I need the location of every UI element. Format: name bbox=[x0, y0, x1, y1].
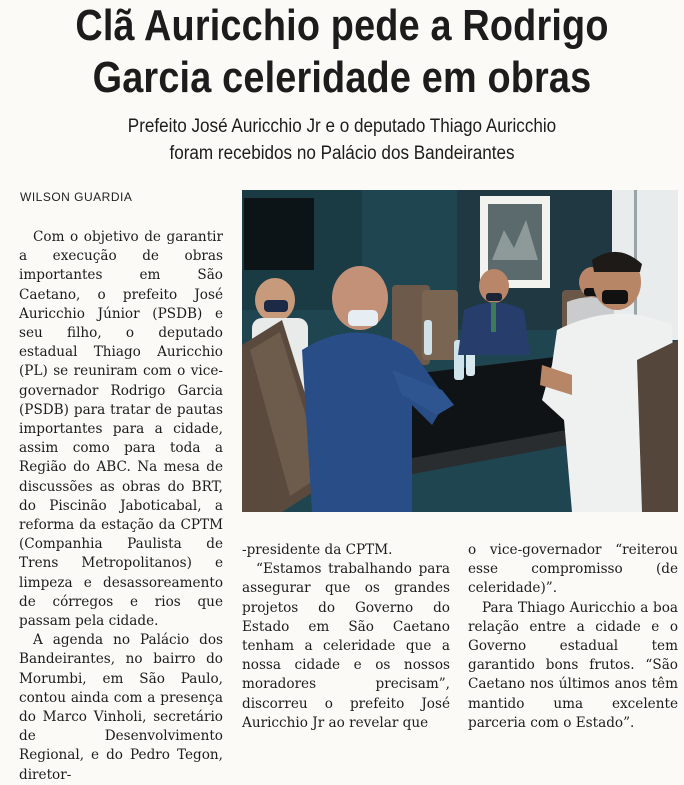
column-2-paragraph-2: “Estamos trabalhando para assegurar que os grandes projetos do Governo do Estado em São Caetano tenham a celeridade que a nossa cidade e os nossos moradores precisam”, discorreu o prefeito José Auricchio Jr ao revelar que bbox=[242, 561, 450, 731]
column-3-paragraph-1: o vice-governador “reiterou esse compromisso (de celeridade)”. bbox=[468, 542, 678, 597]
headline bbox=[48, 0, 636, 104]
subtitle bbox=[34, 113, 650, 167]
headline-line-2: Garcia celeridade em obras bbox=[92, 53, 592, 102]
byline: WILSON GUARDIA bbox=[20, 190, 133, 204]
column-1-paragraph-2: A agenda no Palácio dos Bandeirantes, no bairro do Morumbi, em São Paulo, contou ainda com a presença do Marco Vinholi, secretário de Desenvolvimento Regional, e do Pedro Tegon, diretor- bbox=[19, 632, 223, 783]
article-column-1 bbox=[19, 228, 223, 785]
meeting-photo bbox=[242, 190, 678, 512]
headline-line-1: Clã Auricchio pede a Rodrigo bbox=[75, 1, 609, 50]
article-column-2 bbox=[242, 541, 450, 733]
column-3-paragraph-2: Para Thiago Auricchio a boa relação entre a cidade e o Governo estadual tem garantido bons frutos. “São Caetano nos últimos anos têm mantido uma excelente parceria com o Estado”. bbox=[468, 599, 678, 731]
article-column-3 bbox=[468, 541, 678, 733]
column-1-paragraph-1: Com o objetivo de garantir a execução de obras importantes em São Caetano, o prefeito José Auricchio Júnior (PSDB) e seu filho, o deputado estadual Thiago Auricchio (PL) se reuniram com o vice-governador Rodrigo Garcia (PSDB) para tratar de pautas importantes para a cidade, assim como para toda a Região do ABC. Na mesa de discussões as obras do BRT, do Piscinão Jaboticabal, a reforma da estação da CPTM (Companhia Paulista de Trens Metropolitanos) e limpeza e desassoreamento de córregos e rios que passam pela cidade. bbox=[19, 229, 223, 630]
subtitle-line-2: foram recebidos no Palácio dos Bandeirantes bbox=[169, 143, 515, 164]
meeting-photo-illustration bbox=[242, 190, 678, 512]
subtitle-line-1: Prefeito José Auricchio Jr e o deputado Thiago Auricchio bbox=[127, 116, 557, 137]
column-2-paragraph-1: -presidente da CPTM. bbox=[242, 542, 393, 558]
